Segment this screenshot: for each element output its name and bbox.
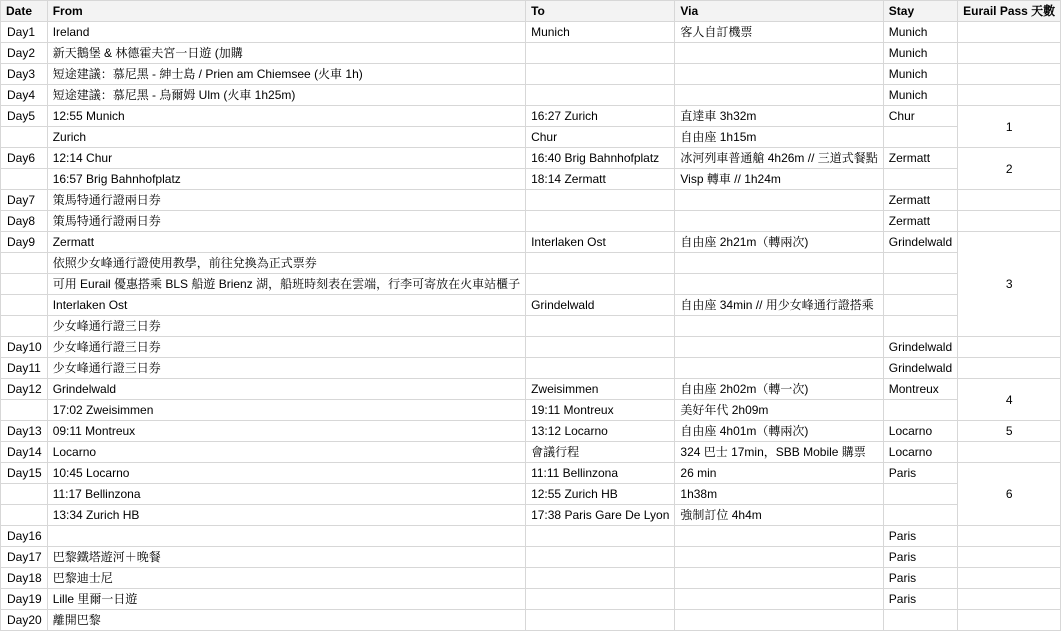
stay-cell[interactable]: Munich [883,64,957,85]
table-row [1,421,1061,442]
to-cell[interactable] [526,316,675,337]
stay-cell[interactable]: Locarno [883,421,957,442]
stay-cell[interactable] [883,316,957,337]
via-cell[interactable]: 324 巴士 17min，SBB Mobile 購票 [675,442,883,463]
table-row [1,43,1061,64]
table-row [1,22,1061,43]
stay-cell[interactable]: Paris [883,547,957,568]
pass-day-cell[interactable] [958,190,1061,211]
via-cell[interactable] [675,358,883,379]
to-cell[interactable] [526,190,675,211]
via-cell[interactable] [675,526,883,547]
table-row [1,610,1061,631]
date-cell[interactable]: Day13 [1,421,48,442]
pass-day-cell[interactable]: 4 [958,379,1061,421]
to-cell[interactable]: 19:11 Montreux [526,400,675,421]
table-row [1,589,1061,610]
to-cell[interactable] [526,43,675,64]
from-cell[interactable]: 巴黎迪士尼 [47,568,525,589]
pass-day-cell[interactable] [958,442,1061,463]
via-cell[interactable] [675,274,883,295]
table-row [1,526,1061,547]
date-cell[interactable] [1,484,48,505]
to-cell[interactable]: 17:38 Paris Gare De Lyon [526,505,675,526]
date-cell[interactable]: Day14 [1,442,48,463]
via-cell[interactable]: 26 min [675,463,883,484]
from-cell[interactable]: Grindelwald [47,379,525,400]
table-row [1,400,1061,421]
date-cell[interactable]: Day11 [1,358,48,379]
from-cell[interactable]: 16:57 Brig Bahnhofplatz [47,169,525,190]
date-cell[interactable]: Day2 [1,43,48,64]
date-cell[interactable]: Day20 [1,610,48,631]
from-cell[interactable]: 策馬特通行證兩日券 [47,190,525,211]
stay-cell[interactable]: Locarno [883,442,957,463]
via-cell[interactable]: 客人自訂機票 [675,22,883,43]
pass-day-cell[interactable]: 2 [958,148,1061,190]
from-cell[interactable]: Ireland [47,22,525,43]
stay-cell[interactable]: Munich [883,22,957,43]
from-cell[interactable]: Zermatt [47,232,525,253]
date-cell[interactable]: Day7 [1,190,48,211]
table-row [1,232,1061,253]
stay-cell[interactable]: Paris [883,589,957,610]
via-cell[interactable]: 自由座 2h02m（轉一次) [675,379,883,400]
table-row [1,106,1061,127]
date-cell[interactable] [1,127,48,148]
to-cell[interactable]: 13:12 Locarno [526,421,675,442]
stay-cell[interactable]: Paris [883,568,957,589]
via-cell[interactable]: 自由座 34min // 用少女峰通行證搭乘 [675,295,883,316]
from-cell[interactable]: 短途建議：慕尼黑 - 紳士島 / Prien am Chiemsee (火車 1h) [47,64,525,85]
via-cell[interactable] [675,43,883,64]
table-row [1,253,1061,274]
table-row [1,64,1061,85]
from-cell[interactable]: 離開巴黎 [47,610,525,631]
from-cell[interactable]: 13:34 Zurich HB [47,505,525,526]
date-cell[interactable]: Day3 [1,64,48,85]
to-cell[interactable]: Munich [526,22,675,43]
via-cell[interactable]: 美好年代 2h09m [675,400,883,421]
to-cell[interactable]: 18:14 Zermatt [526,169,675,190]
table-row [1,505,1061,526]
pass-day-cell[interactable] [958,64,1061,85]
table-row [1,85,1061,106]
table-row [1,295,1061,316]
table-row [1,547,1061,568]
table-row [1,190,1061,211]
via-cell[interactable]: 自由座 4h01m（轉兩次) [675,421,883,442]
via-cell[interactable]: 強制訂位 4h4m [675,505,883,526]
table-row [1,127,1061,148]
from-cell[interactable]: 11:17 Bellinzona [47,484,525,505]
to-cell[interactable]: 11:11 Bellinzona [526,463,675,484]
date-cell[interactable] [1,316,48,337]
table-row [1,211,1061,232]
to-cell[interactable]: Chur [526,127,675,148]
pass-day-cell[interactable]: 3 [958,232,1061,337]
pass-day-cell[interactable] [958,22,1061,43]
stay-cell[interactable] [883,253,957,274]
from-cell[interactable]: 可用 Eurail 優惠搭乘 BLS 船遊 Brienz 湖，船班時刻表在雲端，行李可寄放在火車站櫃子 [47,274,525,295]
date-cell[interactable]: Day4 [1,85,48,106]
table-row [1,148,1061,169]
stay-cell[interactable] [883,169,957,190]
from-cell[interactable]: Locarno [47,442,525,463]
date-cell[interactable] [1,505,48,526]
table-row [1,484,1061,505]
pass-day-cell[interactable] [958,610,1061,631]
date-cell[interactable] [1,295,48,316]
date-cell[interactable]: Day1 [1,22,48,43]
stay-cell[interactable] [883,274,957,295]
header-from[interactable]: From [47,1,525,22]
pass-day-cell[interactable] [958,358,1061,379]
from-cell[interactable]: 09:11 Montreux [47,421,525,442]
date-cell[interactable]: Day16 [1,526,48,547]
from-cell[interactable]: 策馬特通行證兩日券 [47,211,525,232]
from-cell[interactable]: Zurich [47,127,525,148]
to-cell[interactable]: Zweisimmen [526,379,675,400]
via-cell[interactable]: 直達車 3h32m [675,106,883,127]
stay-cell[interactable]: Paris [883,463,957,484]
via-cell[interactable] [675,190,883,211]
to-cell[interactable] [526,85,675,106]
to-cell[interactable]: Interlaken Ost [526,232,675,253]
stay-cell[interactable]: Grindelwald [883,337,957,358]
via-cell[interactable] [675,253,883,274]
stay-cell[interactable]: Zermatt [883,148,957,169]
pass-day-cell[interactable]: 5 [958,421,1061,442]
pass-day-cell[interactable] [958,589,1061,610]
from-cell[interactable]: 12:55 Munich [47,106,525,127]
to-cell[interactable] [526,568,675,589]
from-cell[interactable]: 17:02 Zweisimmen [47,400,525,421]
header-stay[interactable]: Stay [883,1,957,22]
date-cell[interactable]: Day8 [1,211,48,232]
date-cell[interactable]: Day12 [1,379,48,400]
stay-cell[interactable]: Munich [883,85,957,106]
to-cell[interactable] [526,337,675,358]
via-cell[interactable]: 1h38m [675,484,883,505]
date-cell[interactable]: Day6 [1,148,48,169]
date-cell[interactable]: Day5 [1,106,48,127]
stay-cell[interactable] [883,295,957,316]
header-to[interactable]: To [526,1,675,22]
via-cell[interactable] [675,589,883,610]
date-cell[interactable]: Day9 [1,232,48,253]
pass-day-cell[interactable] [958,526,1061,547]
from-cell[interactable]: 少女峰通行證三日券 [47,337,525,358]
to-cell[interactable]: 16:40 Brig Bahnhofplatz [526,148,675,169]
table-row [1,358,1061,379]
header-eurail-pass-days[interactable]: Eurail Pass 天數 [958,1,1061,22]
table-row [1,316,1061,337]
via-cell[interactable]: 自由座 1h15m [675,127,883,148]
from-cell[interactable]: 少女峰通行證三日券 [47,358,525,379]
date-cell[interactable]: Day15 [1,463,48,484]
table-row [1,442,1061,463]
to-cell[interactable] [526,589,675,610]
stay-cell[interactable]: Munich [883,43,957,64]
date-cell[interactable] [1,400,48,421]
stay-cell[interactable] [883,610,957,631]
pass-day-cell[interactable] [958,337,1061,358]
date-cell[interactable]: Day19 [1,589,48,610]
stay-cell[interactable] [883,127,957,148]
via-cell[interactable] [675,316,883,337]
from-cell[interactable]: Interlaken Ost [47,295,525,316]
stay-cell[interactable] [883,505,957,526]
stay-cell[interactable]: Montreux [883,379,957,400]
header-date[interactable]: Date [1,1,48,22]
stay-cell[interactable] [883,484,957,505]
from-cell[interactable]: Lille 里爾一日遊 [47,589,525,610]
stay-cell[interactable]: Chur [883,106,957,127]
stay-cell[interactable]: Paris [883,526,957,547]
table-row [1,274,1061,295]
via-cell[interactable]: Visp 轉車 // 1h24m [675,169,883,190]
from-cell[interactable]: 少女峰通行證三日券 [47,316,525,337]
table-row [1,379,1061,400]
stay-cell[interactable]: Zermatt [883,190,957,211]
pass-day-cell[interactable] [958,211,1061,232]
to-cell[interactable]: Grindelwald [526,295,675,316]
to-cell[interactable] [526,547,675,568]
pass-day-cell[interactable] [958,568,1061,589]
via-cell[interactable] [675,610,883,631]
to-cell[interactable] [526,253,675,274]
via-cell[interactable] [675,85,883,106]
to-cell[interactable]: 12:55 Zurich HB [526,484,675,505]
from-cell[interactable]: 12:14 Chur [47,148,525,169]
header-row [1,1,1061,22]
to-cell[interactable] [526,211,675,232]
via-cell[interactable] [675,547,883,568]
to-cell[interactable]: 會議行程 [526,442,675,463]
via-cell[interactable] [675,64,883,85]
date-cell[interactable] [1,253,48,274]
table-row [1,568,1061,589]
via-cell[interactable]: 自由座 2h21m（轉兩次) [675,232,883,253]
date-cell[interactable]: Day18 [1,568,48,589]
stay-cell[interactable]: Grindelwald [883,232,957,253]
stay-cell[interactable] [883,400,957,421]
stay-cell[interactable]: Zermatt [883,211,957,232]
from-cell[interactable]: 短途建議：慕尼黑 - 烏爾姆 Ulm (火車 1h25m) [47,85,525,106]
via-cell[interactable]: 冰河列車普通艙 4h26m // 三道式餐點 [675,148,883,169]
pass-day-cell[interactable] [958,85,1061,106]
to-cell[interactable]: 16:27 Zurich [526,106,675,127]
pass-day-cell[interactable]: 1 [958,106,1061,148]
stay-cell[interactable]: Grindelwald [883,358,957,379]
via-cell[interactable] [675,211,883,232]
date-cell[interactable] [1,169,48,190]
table-row [1,169,1061,190]
to-cell[interactable] [526,358,675,379]
via-cell[interactable] [675,337,883,358]
from-cell[interactable]: 10:45 Locarno [47,463,525,484]
to-cell[interactable] [526,610,675,631]
date-cell[interactable]: Day17 [1,547,48,568]
from-cell[interactable]: 巴黎鐵塔遊河＋晚餐 [47,547,525,568]
pass-day-cell[interactable] [958,547,1061,568]
from-cell[interactable]: 新天鵝堡 & 林德霍夫宮一日遊 (加購 [47,43,525,64]
to-cell[interactable] [526,526,675,547]
to-cell[interactable] [526,64,675,85]
from-cell[interactable]: 依照少女峰通行證使用教學，前往兌換為正式票券 [47,253,525,274]
table-row [1,463,1061,484]
header-via[interactable]: Via [675,1,883,22]
date-cell[interactable] [1,274,48,295]
table-row [1,337,1061,358]
to-cell[interactable] [526,274,675,295]
date-cell[interactable]: Day10 [1,337,48,358]
via-cell[interactable] [675,568,883,589]
pass-day-cell[interactable] [958,43,1061,64]
pass-day-cell[interactable]: 6 [958,463,1061,526]
from-cell[interactable] [47,526,525,547]
